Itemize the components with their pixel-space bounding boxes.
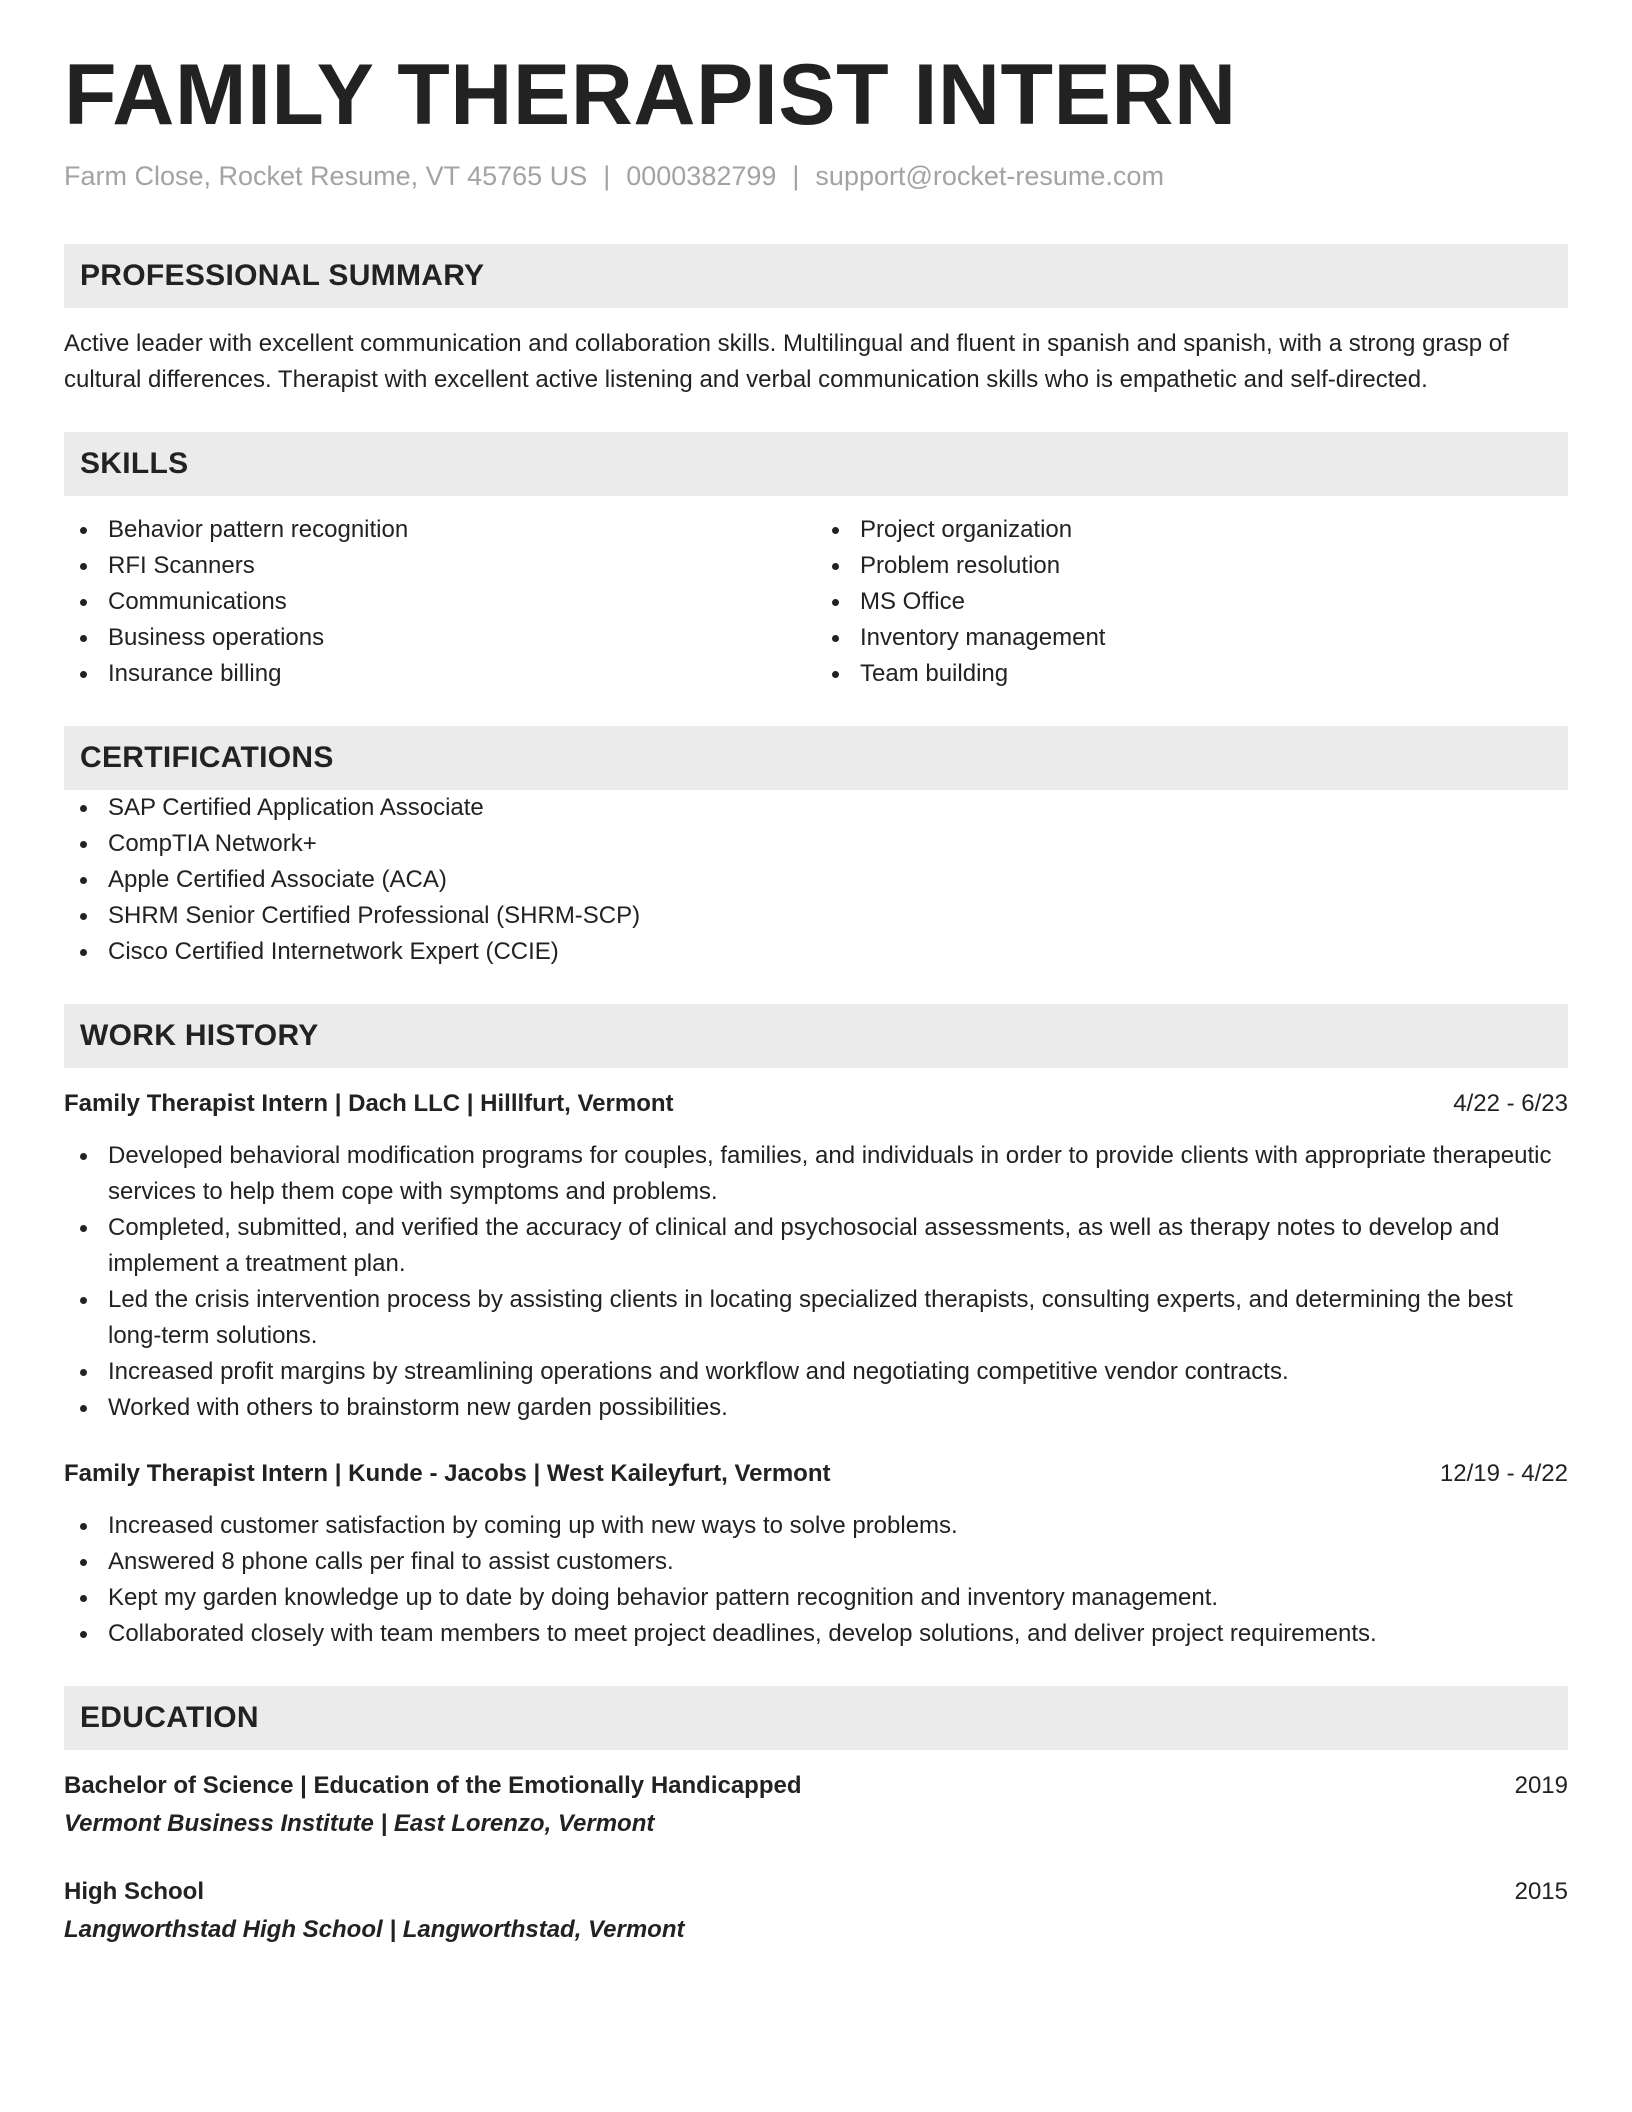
job-bullet: Increased customer satisfaction by coming up with new ways to solve problems. — [64, 1508, 1568, 1544]
skill-item: RFI Scanners — [64, 548, 816, 584]
skill-item: Insurance billing — [64, 656, 816, 692]
skill-item: Inventory management — [816, 620, 1568, 656]
job-dates: 12/19 - 4/22 — [1439, 1459, 1568, 1487]
skills-column-left — [64, 512, 816, 692]
job-bullet: Collaborated closely with team members to meet project deadlines, develop solutions, and deliver project requirements. — [64, 1616, 1568, 1652]
certification-item: CompTIA Network+ — [64, 826, 1568, 862]
certification-item: SHRM Senior Certified Professional (SHRM-SCP) — [64, 898, 1568, 934]
skill-item: Behavior pattern recognition — [64, 512, 816, 548]
resume-name: FAMILY THERAPIST INTERN — [64, 47, 1237, 143]
job-bullets — [64, 1138, 1568, 1426]
education-header — [64, 1874, 1568, 1910]
certification-item: Cisco Certified Internetwork Expert (CCIE) — [64, 934, 1568, 970]
contact-address: Farm Close, Rocket Resume, VT 45765 US — [64, 160, 588, 191]
skill-item: Team building — [816, 656, 1568, 692]
contact-separator: | — [792, 160, 800, 191]
summary-text: Active leader with excellent communication and collaboration skills. Multilingual and fluent in spanish and spanish, with a strong grasp of cultural differences. Therapist with excellent active listening and verbal communication skills who is empathetic and self-directed. — [64, 329, 1509, 393]
certification-item: Apple Certified Associate (ACA) — [64, 862, 1568, 898]
job-dates: 4/22 - 6/23 — [1453, 1089, 1568, 1117]
job-header — [64, 1086, 1568, 1122]
job-bullet: Completed, submitted, and verified the accuracy of clinical and psychosocial assessments, as well as therapy notes to develop and implement a treatment plan. — [64, 1210, 1568, 1282]
job-entry — [64, 1456, 1568, 1652]
education-degree: High School — [64, 1877, 204, 1905]
education-entry — [64, 1874, 1568, 1948]
certification-item: SAP Certified Application Associate — [64, 790, 1568, 826]
contact-email: support@rocket-resume.com — [815, 160, 1164, 191]
skill-item: Communications — [64, 584, 816, 620]
contact-line — [64, 159, 1568, 194]
job-bullet: Increased profit margins by streamlining operations and workflow and negotiating competitive vendor contracts. — [64, 1354, 1568, 1390]
section-header-certifications: CERTIFICATIONS — [64, 726, 1568, 790]
skills-grid — [64, 512, 1568, 692]
skill-item: Project organization — [816, 512, 1568, 548]
section-header-work-history: WORK HISTORY — [64, 1004, 1568, 1068]
skill-item: Problem resolution — [816, 548, 1568, 584]
job-bullet: Worked with others to brainstorm new garden possibilities. — [64, 1390, 1568, 1426]
job-entry — [64, 1086, 1568, 1426]
education-school: Vermont Business Institute | East Lorenzo, Vermont — [64, 1809, 655, 1837]
job-bullets — [64, 1508, 1568, 1652]
education-year: 2019 — [1514, 1771, 1568, 1799]
job-title: Family Therapist Intern | Kunde - Jacobs | West Kaileyfurt, Vermont — [64, 1459, 831, 1487]
section-header-education: EDUCATION — [64, 1686, 1568, 1750]
skill-item: MS Office — [816, 584, 1568, 620]
section-header-skills: SKILLS — [64, 432, 1568, 496]
section-header-summary: PROFESSIONAL SUMMARY — [64, 244, 1568, 308]
certifications-list — [64, 790, 1568, 970]
education-degree: Bachelor of Science | Education of the Emotionally Handicapped — [64, 1771, 802, 1799]
job-bullet: Developed behavioral modification programs for couples, families, and individuals in order to provide clients with appropriate therapeutic services to help them cope with symptoms and problems. — [64, 1138, 1568, 1210]
skills-column-right — [816, 512, 1568, 692]
job-bullet: Answered 8 phone calls per final to assist customers. — [64, 1544, 1568, 1580]
job-bullet: Led the crisis intervention process by assisting clients in locating specialized therapists, consulting experts, and determining the best long-term solutions. — [64, 1282, 1568, 1354]
job-header — [64, 1456, 1568, 1492]
education-year: 2015 — [1514, 1877, 1568, 1905]
skills-list-right — [816, 512, 1568, 692]
education-header — [64, 1768, 1568, 1804]
contact-separator: | — [603, 160, 611, 191]
job-title: Family Therapist Intern | Dach LLC | Hilllfurt, Vermont — [64, 1089, 674, 1117]
job-bullet: Kept my garden knowledge up to date by doing behavior pattern recognition and inventory management. — [64, 1580, 1568, 1616]
contact-phone: 0000382799 — [626, 160, 777, 191]
skill-item: Business operations — [64, 620, 816, 656]
education-school: Langworthstad High School | Langworthstad, Vermont — [64, 1915, 685, 1943]
education-entry — [64, 1768, 1568, 1842]
skills-list-left — [64, 512, 816, 692]
